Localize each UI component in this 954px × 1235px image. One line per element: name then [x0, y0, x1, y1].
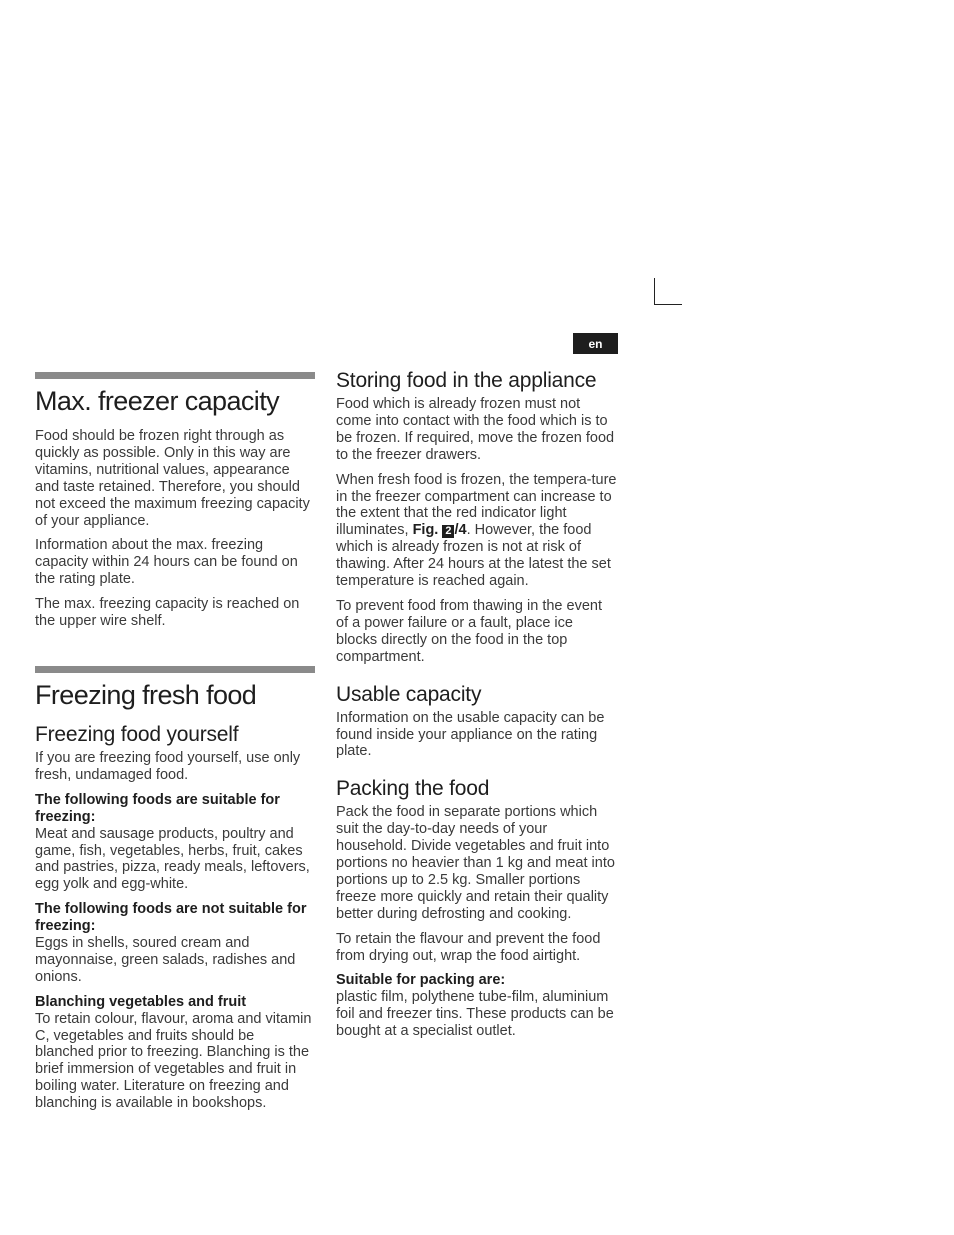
subtitle: The following foods are not suitable for freezing: [35, 901, 307, 935]
section-heading: Freezing fresh food [35, 679, 257, 710]
paragraph: The max. freezing capacity is reached on the upper wire shelf. [35, 596, 300, 630]
figure-reference [413, 522, 467, 538]
text-run: When fresh food is frozen, the tempera-ture in the freezer compartment can increase to the extent that the red indicator light illuminates, [336, 471, 617, 539]
paragraph: To prevent food from thawing in the event of a power failure or a fault, place ice blocks directly on the food in the top compartment. [336, 597, 602, 665]
paragraph: Food should be frozen right through as quickly as possible. Only in this way are vitamins, nutritional values, appearance and taste retained. Therefore, you should not exceed the maximum freezing capacity of your appliance. [35, 428, 310, 529]
text-run: . However, the food which is already frozen is not at risk of thawing. After 24 hours at the latest the set temperature is reached again. [336, 522, 611, 590]
language-badge: en [573, 333, 618, 354]
packing-food-section [336, 778, 618, 1040]
left-column [35, 372, 315, 1120]
paragraph: Eggs in shells, soured cream and mayonnaise, green salads, radishes and onions. [35, 935, 296, 985]
subtitle: Suitable for packing are: [336, 972, 506, 989]
section-rule [35, 372, 315, 379]
subtitle: The following foods are suitable for freezing: [35, 791, 280, 825]
subsection-heading: Freezing food yourself [35, 722, 239, 746]
paragraph: plastic film, polythene tube-film, aluminium foil and freezer tins. These products can be bought at a specialist outlet. [336, 989, 614, 1040]
paragraph: Pack the food in separate portions which suit the day-to-day needs of your household. Divide vegetables and fruit into portions no heavier than 1 kg and meat into portions up to 2.5 kg. Smaller portions freeze more quickly and retain their quality better during defrosting and cooking. [336, 804, 615, 922]
subtitle: Blanching vegetables and fruit [35, 993, 247, 1010]
storing-food-section [336, 370, 618, 666]
section-heading: Max. freezer capacity [35, 386, 279, 416]
fig-label: Fig. [412, 522, 439, 539]
fig-number-badge: 2 [442, 525, 454, 538]
subsection-heading: Storing food in the appliance [336, 369, 597, 392]
right-column [336, 370, 618, 1048]
crop-mark [654, 278, 682, 305]
paragraph [336, 472, 618, 590]
paragraph: If you are freezing food yourself, use only fresh, undamaged food. [35, 749, 301, 783]
max-freezer-capacity-section [35, 372, 315, 630]
paragraph: Food which is already frozen must not come into contact with the food which is to be frozen. If required, move the frozen food to the freezer drawers. [336, 396, 615, 463]
fig-item: /4 [454, 522, 467, 539]
paragraph: Information about the max. freezing capacity within 24 hours can be found on the rating plate. [35, 537, 298, 588]
subsection-heading: Packing the food [336, 777, 490, 801]
subsection-heading: Usable capacity [336, 682, 482, 706]
paragraph: To retain colour, flavour, aroma and vitamin C, vegetables and fruits should be blanched prior to freezing. Blanching is the brief immersion of vegetables and fruit in boiling water. Literature on freezing and blanching is available in bookshops. [35, 1010, 312, 1112]
paragraph: To retain the flavour and prevent the food from drying out, wrap the food airtight. [336, 930, 601, 964]
section-rule [35, 666, 315, 673]
usable-capacity-section [336, 684, 618, 761]
paragraph: Meat and sausage products, poultry and game, fish, vegetables, herbs, fruit, cakes and pastries, pizza, ready meals, leftovers, egg yolk and egg-white. [35, 825, 310, 893]
freezing-fresh-food-section [35, 666, 315, 1112]
paragraph: Information on the usable capacity can be found inside your appliance on the rating plate. [336, 709, 605, 760]
